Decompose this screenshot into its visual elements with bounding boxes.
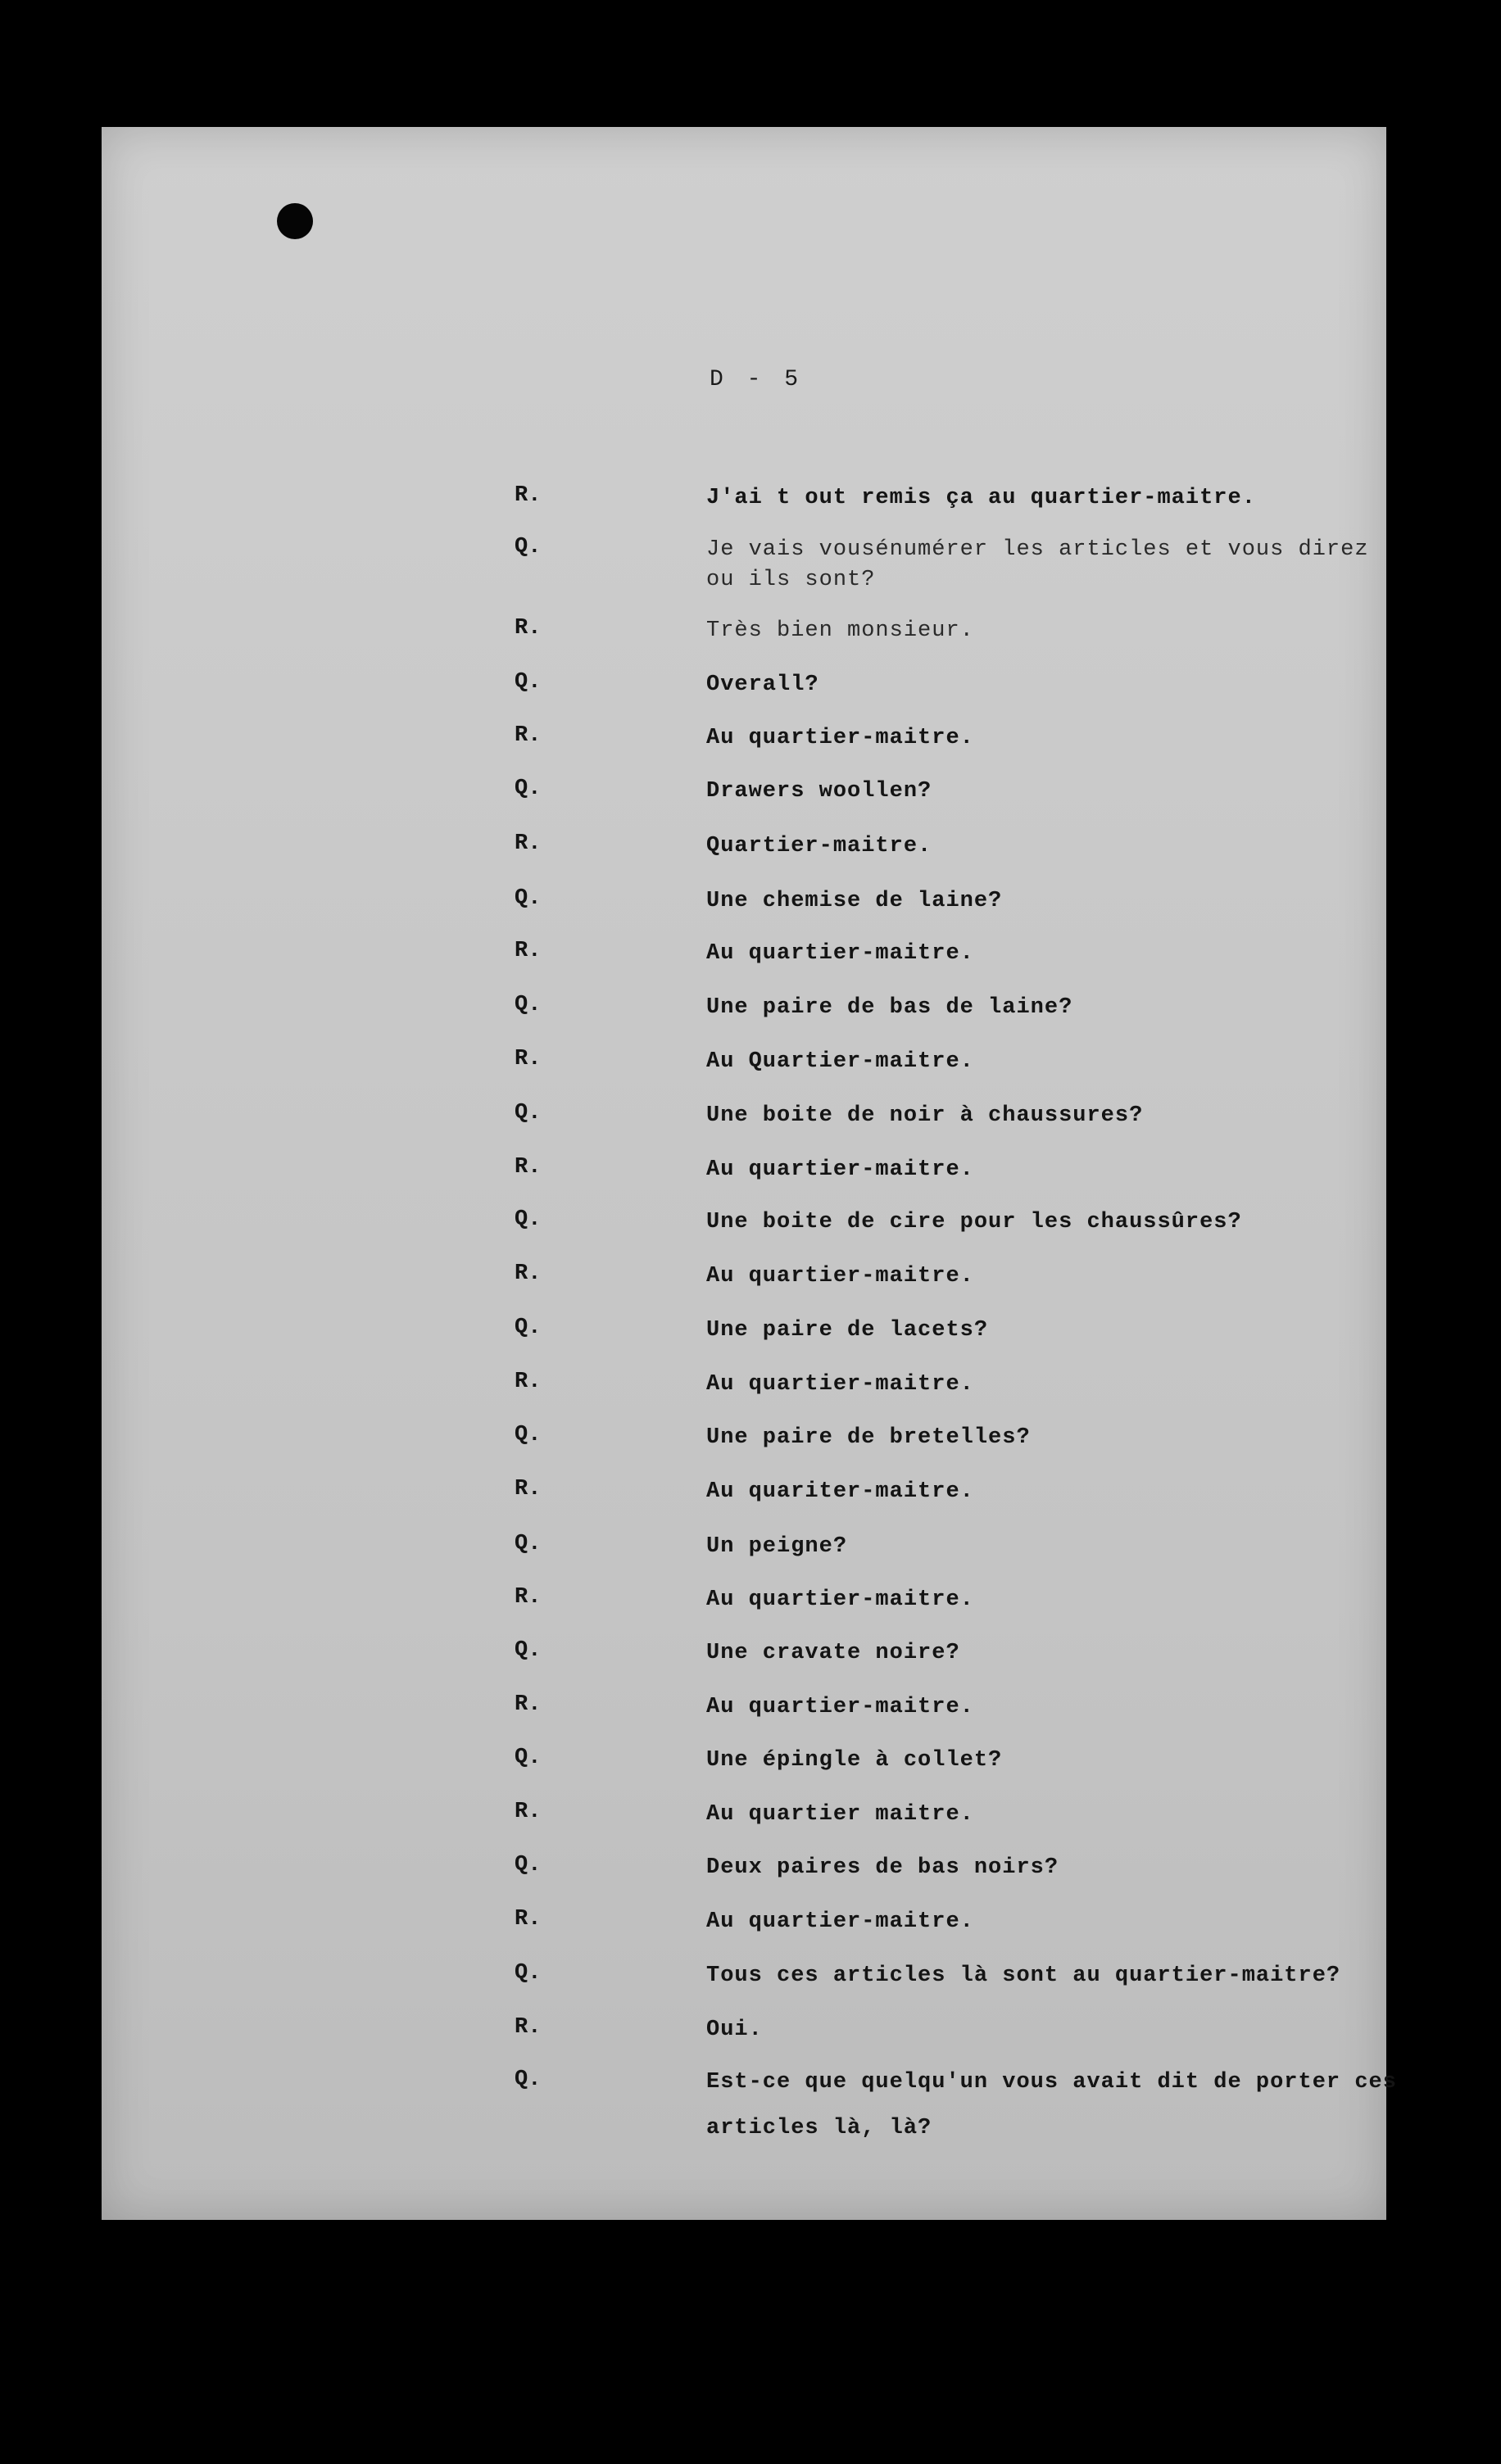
transcript-row xyxy=(0,1207,1501,1257)
transcript-line: Est-ce que quelqu'un vous avait dit de porter ces xyxy=(706,2070,1397,2095)
transcript-row xyxy=(0,1047,1501,1096)
transcript-row xyxy=(0,723,1501,772)
speaker-label: R. xyxy=(515,1585,542,1610)
transcript-row xyxy=(0,1370,1501,1419)
transcript-row xyxy=(0,2113,1501,2163)
transcript-row xyxy=(0,1155,1501,1204)
speaker-label: R. xyxy=(515,2015,542,2040)
transcript-line: Deux paires de bas noirs? xyxy=(706,1855,1059,1880)
transcript-row xyxy=(0,1692,1501,1742)
transcript-row xyxy=(0,1800,1501,1849)
speaker-label: R. xyxy=(515,1907,542,1932)
speaker-label: Q. xyxy=(515,670,542,695)
transcript-row xyxy=(0,939,1501,988)
speaker-label: R. xyxy=(515,483,542,508)
transcript-row xyxy=(0,1261,1501,1311)
speaker-label: R. xyxy=(515,1047,542,1071)
transcript-line: Une paire de bretelles? xyxy=(706,1425,1031,1450)
speaker-label: R. xyxy=(515,1370,542,1394)
speaker-label: Q. xyxy=(515,1853,542,1877)
speaker-label: Q. xyxy=(515,886,542,911)
transcript-row xyxy=(0,565,1501,614)
transcript-line: Overall? xyxy=(706,673,819,697)
transcript-row xyxy=(0,1853,1501,1902)
speaker-label: Q. xyxy=(515,1423,542,1447)
punch-hole xyxy=(277,203,313,239)
speaker-label: Q. xyxy=(515,1101,542,1126)
transcript-row xyxy=(0,670,1501,719)
transcript-row xyxy=(0,777,1501,826)
transcript-line: Oui. xyxy=(706,2018,763,2042)
speaker-label: R. xyxy=(515,1155,542,1180)
speaker-label: Q. xyxy=(515,777,542,801)
transcript-line: Drawers woollen? xyxy=(706,779,932,804)
speaker-label: R. xyxy=(515,1800,542,1824)
transcript-line: Une boite de cire pour les chaussûres? xyxy=(706,1210,1242,1234)
speaker-label: Q. xyxy=(515,1207,542,1232)
transcript-line: Au quartier-maitre. xyxy=(706,1372,974,1397)
transcript-line: Tous ces articles là sont au quartier-maitre? xyxy=(706,1964,1341,1988)
transcript-row xyxy=(0,1585,1501,1634)
transcript-row xyxy=(0,886,1501,935)
transcript-line: Quartier-maitre. xyxy=(706,834,932,858)
transcript-line: articles là, là? xyxy=(706,2116,932,2140)
speaker-label: R. xyxy=(515,939,542,963)
transcript-line: Au Quartier-maitre. xyxy=(706,1049,974,1074)
transcript-line: Très bien monsieur. xyxy=(706,618,974,643)
transcript-line: Au quartier-maitre. xyxy=(706,1264,974,1289)
speaker-label: Q. xyxy=(515,993,542,1017)
transcript-row xyxy=(0,831,1501,881)
transcript-row xyxy=(0,1638,1501,1687)
speaker-label: Q. xyxy=(515,1746,542,1770)
transcript-row xyxy=(0,2068,1501,2117)
transcript-line: Au quartier-maitre. xyxy=(706,1157,974,1182)
transcript-line: Une cravate noire? xyxy=(706,1641,960,1665)
speaker-label: R. xyxy=(515,1692,542,1717)
transcript-line: Je vais vousénumérer les articles et vous direz xyxy=(706,537,1369,562)
speaker-label: Q. xyxy=(515,1316,542,1340)
transcript-line: Au quartier-maitre. xyxy=(706,941,974,966)
transcript-line: Une chemise de laine? xyxy=(706,889,1003,913)
transcript-row xyxy=(0,483,1501,532)
speaker-label: R. xyxy=(515,616,542,641)
transcript-line: J'ai t out remis ça au quartier-maitre. xyxy=(706,486,1256,510)
speaker-label: Q. xyxy=(515,2068,542,2092)
transcript-line: Au quartier-maitre. xyxy=(706,1695,974,1719)
speaker-label: R. xyxy=(515,1261,542,1286)
speaker-label: Q. xyxy=(515,535,542,559)
transcript-line: Une boite de noir à chaussures? xyxy=(706,1103,1144,1128)
transcript-line: Au quartier-maitre. xyxy=(706,726,974,750)
transcript-row xyxy=(0,1746,1501,1795)
transcript-row xyxy=(0,1532,1501,1581)
transcript-line: Un peigne? xyxy=(706,1534,848,1559)
transcript-line: Au quariter-maitre. xyxy=(706,1479,974,1504)
speaker-label: Q. xyxy=(515,1961,542,1986)
transcript-row xyxy=(0,1423,1501,1472)
transcript-row xyxy=(0,1907,1501,1956)
transcript-line: ou ils sont? xyxy=(706,568,876,592)
speaker-label: Q. xyxy=(515,1638,542,1663)
transcript-line: Au quartier maitre. xyxy=(706,1802,974,1827)
transcript-line: Une paire de bas de laine? xyxy=(706,995,1073,1020)
transcript-row xyxy=(0,2015,1501,2064)
transcript-row xyxy=(0,1477,1501,1526)
transcript-row xyxy=(0,1101,1501,1150)
transcript-line: Une paire de lacets? xyxy=(706,1318,989,1343)
transcript-line: Au quartier-maitre. xyxy=(706,1909,974,1934)
speaker-label: Q. xyxy=(515,1532,542,1556)
transcript-row xyxy=(0,993,1501,1042)
transcript-line: Au quartier-maitre. xyxy=(706,1588,974,1612)
transcript-row xyxy=(0,1961,1501,2010)
speaker-label: R. xyxy=(515,723,542,748)
speaker-label: R. xyxy=(515,1477,542,1502)
transcript-row xyxy=(0,1316,1501,1365)
speaker-label: R. xyxy=(515,831,542,856)
page-number: D - 5 xyxy=(710,367,804,392)
transcript-row xyxy=(0,616,1501,665)
transcript-line: Une épingle à collet? xyxy=(706,1748,1003,1773)
